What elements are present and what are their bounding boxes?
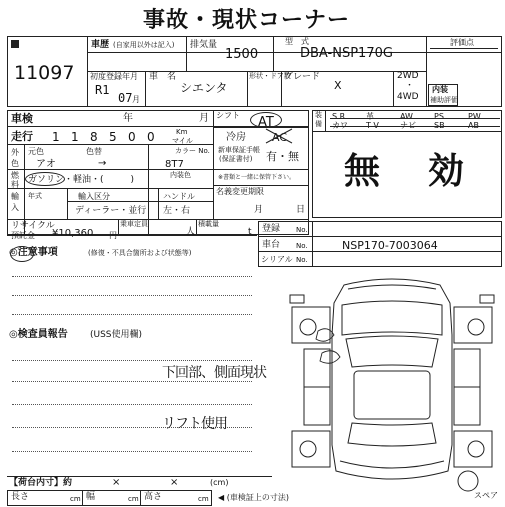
first-reg-era: R1 bbox=[95, 83, 110, 97]
serial-label: シリアル bbox=[261, 255, 293, 264]
drive-4wd: 4WD bbox=[397, 92, 419, 102]
inspector-label: ◎検査員報告 bbox=[9, 329, 68, 340]
recycle-sublabel: 預託金 bbox=[11, 231, 35, 240]
equipment-side-label-1: 装 bbox=[315, 111, 322, 119]
interior-color-cell bbox=[148, 170, 213, 189]
divider bbox=[273, 36, 274, 71]
color-side-label-2: 色 bbox=[11, 159, 19, 168]
manual-note: ※書類と一緒に保管下さい。 bbox=[218, 174, 296, 181]
grade-value: X bbox=[334, 79, 342, 92]
equipment-item: ナビ bbox=[400, 121, 416, 130]
equipment-item: SB bbox=[434, 121, 445, 130]
equipment-item: AB bbox=[468, 121, 479, 130]
mileage-digit: 5 bbox=[109, 130, 117, 144]
cargo-height-cm: cm bbox=[198, 495, 209, 503]
inspector-sublabel: (USS使用欄) bbox=[90, 330, 143, 340]
color-orig-label: 元色 bbox=[28, 147, 44, 156]
colorno-value: 8T7 bbox=[165, 159, 184, 170]
model-type-value: DBA-NSP170G bbox=[300, 46, 393, 61]
divider bbox=[426, 36, 427, 107]
equipment-side-label-2: 備 bbox=[315, 120, 322, 128]
inspection-month-label: 月 bbox=[199, 113, 209, 124]
fuel-side-label-1: 燃 bbox=[11, 171, 19, 180]
model-type-label: 型 式 bbox=[285, 37, 309, 46]
page-title: 事故・現状コーナー bbox=[143, 8, 351, 33]
registration-label: 登録 bbox=[262, 224, 281, 234]
color-arrow: → bbox=[98, 158, 107, 169]
equipment-item: PS bbox=[434, 112, 444, 121]
cargo-height-label: 高さ bbox=[144, 492, 163, 502]
inspector-line-1: 下回部、側面現状 bbox=[162, 365, 266, 381]
registration-no: No. bbox=[296, 226, 308, 234]
colorno-label: カラー No. bbox=[175, 147, 210, 155]
equipment-strikethrough bbox=[330, 118, 500, 119]
divider bbox=[213, 185, 309, 186]
equipment-item: S R bbox=[332, 112, 346, 121]
car-damage-diagram bbox=[282, 275, 502, 497]
import-side-label-2: 入 bbox=[11, 203, 19, 212]
equipment-item: 革 bbox=[366, 112, 374, 121]
name-change-label: 名義変更期限 bbox=[216, 187, 264, 196]
equipment-item: T V bbox=[366, 121, 379, 130]
mileage-digit: 8 bbox=[90, 130, 98, 144]
fuel-options: ガソリン・軽油・( ) bbox=[28, 175, 135, 185]
mileage-digit: 1 bbox=[52, 130, 60, 144]
divider bbox=[281, 71, 282, 107]
divider bbox=[7, 235, 257, 236]
fuel-gasoline-oval bbox=[25, 172, 65, 186]
inspection-label: 車検 bbox=[11, 112, 33, 125]
cancelled-stamp: 無 効 bbox=[344, 151, 471, 192]
cargo-times-1: × bbox=[112, 477, 121, 488]
divider bbox=[145, 71, 146, 107]
name-change-day: 日 bbox=[296, 205, 306, 215]
cargo-note: ◀ (車検証上の寸法) bbox=[218, 493, 289, 502]
manual-sublabel: (保証書付) bbox=[219, 155, 253, 163]
manual-label: 新車保証手帳 bbox=[218, 146, 260, 154]
report-line bbox=[12, 381, 252, 382]
notes-label: ◎注意事項 bbox=[9, 247, 58, 258]
mileage-unit-km: Km bbox=[176, 128, 188, 136]
divider bbox=[118, 219, 119, 235]
recycle-unit: 円 bbox=[109, 231, 117, 240]
color-side-label-1: 外 bbox=[11, 148, 19, 157]
equipment-item: カワ bbox=[332, 121, 348, 130]
import-side-label-1: 輸 bbox=[11, 192, 19, 201]
drive-separator: ・ bbox=[405, 81, 415, 91]
notes-line bbox=[12, 314, 252, 315]
equipment-strikethrough bbox=[330, 126, 500, 127]
name-change-month: 月 bbox=[254, 205, 264, 215]
recycle-label: リサイクル bbox=[11, 221, 55, 231]
color-orig-value: アオ bbox=[36, 159, 56, 170]
cargo-label: 【荷台内寸】約 bbox=[9, 478, 73, 488]
interior-label: 内装 bbox=[432, 85, 448, 94]
capacity-label: 乗車定員 bbox=[120, 220, 148, 228]
report-line bbox=[12, 451, 252, 452]
chassis-value: NSP170-7003064 bbox=[342, 239, 438, 252]
divider bbox=[393, 71, 394, 107]
divider bbox=[67, 201, 213, 202]
divider bbox=[247, 71, 248, 107]
aircon-value: AC bbox=[272, 131, 288, 144]
lot-number: 11097 bbox=[14, 62, 75, 84]
rating-label: 評価点 bbox=[450, 38, 474, 47]
load-label: 積載量 bbox=[198, 220, 219, 228]
lot-corner-mark bbox=[11, 40, 19, 48]
cargo-width-cm: cm bbox=[128, 495, 139, 503]
divider bbox=[148, 145, 149, 235]
equipment-item: AW bbox=[400, 112, 413, 121]
divider bbox=[140, 490, 141, 506]
capacity-unit: 人 bbox=[186, 227, 196, 237]
mileage-unit-mile: マイル bbox=[172, 137, 193, 145]
interior-color-label: 内装色 bbox=[170, 171, 191, 179]
cargo-times-2: × bbox=[170, 477, 179, 488]
divider bbox=[7, 219, 309, 220]
spare-label: スペア bbox=[474, 491, 498, 500]
cargo-length-label: 長さ bbox=[11, 492, 30, 502]
handle-value: 左・右 bbox=[163, 206, 191, 216]
aircon-cross bbox=[264, 128, 294, 144]
grade-label: グレード bbox=[284, 72, 321, 82]
cargo-unit: (cm) bbox=[210, 478, 229, 487]
inspection-year-label: 年 bbox=[123, 113, 133, 124]
displacement-value: 1500 bbox=[225, 47, 259, 62]
mileage-digit: 0 bbox=[128, 130, 136, 144]
load-unit: t bbox=[248, 227, 252, 237]
shift-value: AT bbox=[258, 115, 274, 130]
divider bbox=[158, 189, 159, 219]
manual-value: 有・無 bbox=[266, 150, 299, 163]
color-shade-label: 色替 bbox=[86, 147, 102, 156]
cargo-length-cm: cm bbox=[70, 495, 81, 503]
first-reg-label: 初度登録年月 bbox=[90, 72, 138, 81]
mileage-digit: 0 bbox=[147, 130, 155, 144]
displacement-label: 排気量 bbox=[190, 40, 218, 50]
chassis-no: No. bbox=[296, 242, 308, 250]
divider bbox=[213, 145, 214, 185]
divider bbox=[186, 36, 187, 71]
notes-circle-mark bbox=[10, 246, 34, 262]
history-label: 車歴 bbox=[91, 40, 110, 50]
import-class-label: 輸入区分 bbox=[78, 192, 110, 201]
divider bbox=[67, 189, 68, 219]
recycle-value: ¥10,360 bbox=[52, 228, 94, 239]
mileage-digit: 1 bbox=[71, 130, 79, 144]
report-line bbox=[12, 404, 252, 405]
cargo-width-label: 幅 bbox=[86, 492, 96, 502]
mileage-label: 走行 bbox=[11, 130, 33, 143]
shift-value-oval bbox=[250, 112, 282, 128]
doors-label: 形状・ドア数 bbox=[249, 72, 291, 80]
interior-sublabel: 補助評価 bbox=[430, 96, 458, 104]
aircon-label: 冷房 bbox=[226, 132, 246, 143]
rating-label-underline bbox=[430, 48, 498, 49]
car-name-value: シエンタ bbox=[180, 81, 228, 95]
history-note: (自家用以外は記入) bbox=[113, 41, 175, 49]
equipment-item: PW bbox=[468, 112, 481, 121]
divider bbox=[196, 219, 197, 235]
inspector-line-2: リフト使用 bbox=[162, 416, 227, 432]
report-line bbox=[12, 360, 252, 361]
import-class-value: ディーラー・並行 bbox=[75, 206, 147, 216]
first-reg-month-suffix: 月 bbox=[132, 95, 140, 104]
drive-2wd: 2WD bbox=[397, 71, 419, 81]
chassis-label: 車台 bbox=[262, 240, 281, 250]
notes-line bbox=[12, 276, 252, 277]
divider bbox=[213, 185, 214, 219]
cargo-dims-box bbox=[7, 490, 212, 506]
serial-no: No. bbox=[296, 256, 308, 264]
divider bbox=[82, 490, 83, 506]
fuel-side-label-2: 料 bbox=[11, 180, 19, 189]
handle-label: ハンドル bbox=[163, 192, 195, 201]
car-name-label: 車 名 bbox=[149, 72, 177, 82]
notes-line bbox=[12, 295, 252, 296]
notes-sublabel: (修復・不具合箇所および状態等) bbox=[88, 249, 192, 257]
shift-label: シフト bbox=[216, 111, 240, 120]
import-year-label: 年式 bbox=[28, 192, 42, 200]
first-reg-month: 07 bbox=[118, 91, 133, 105]
